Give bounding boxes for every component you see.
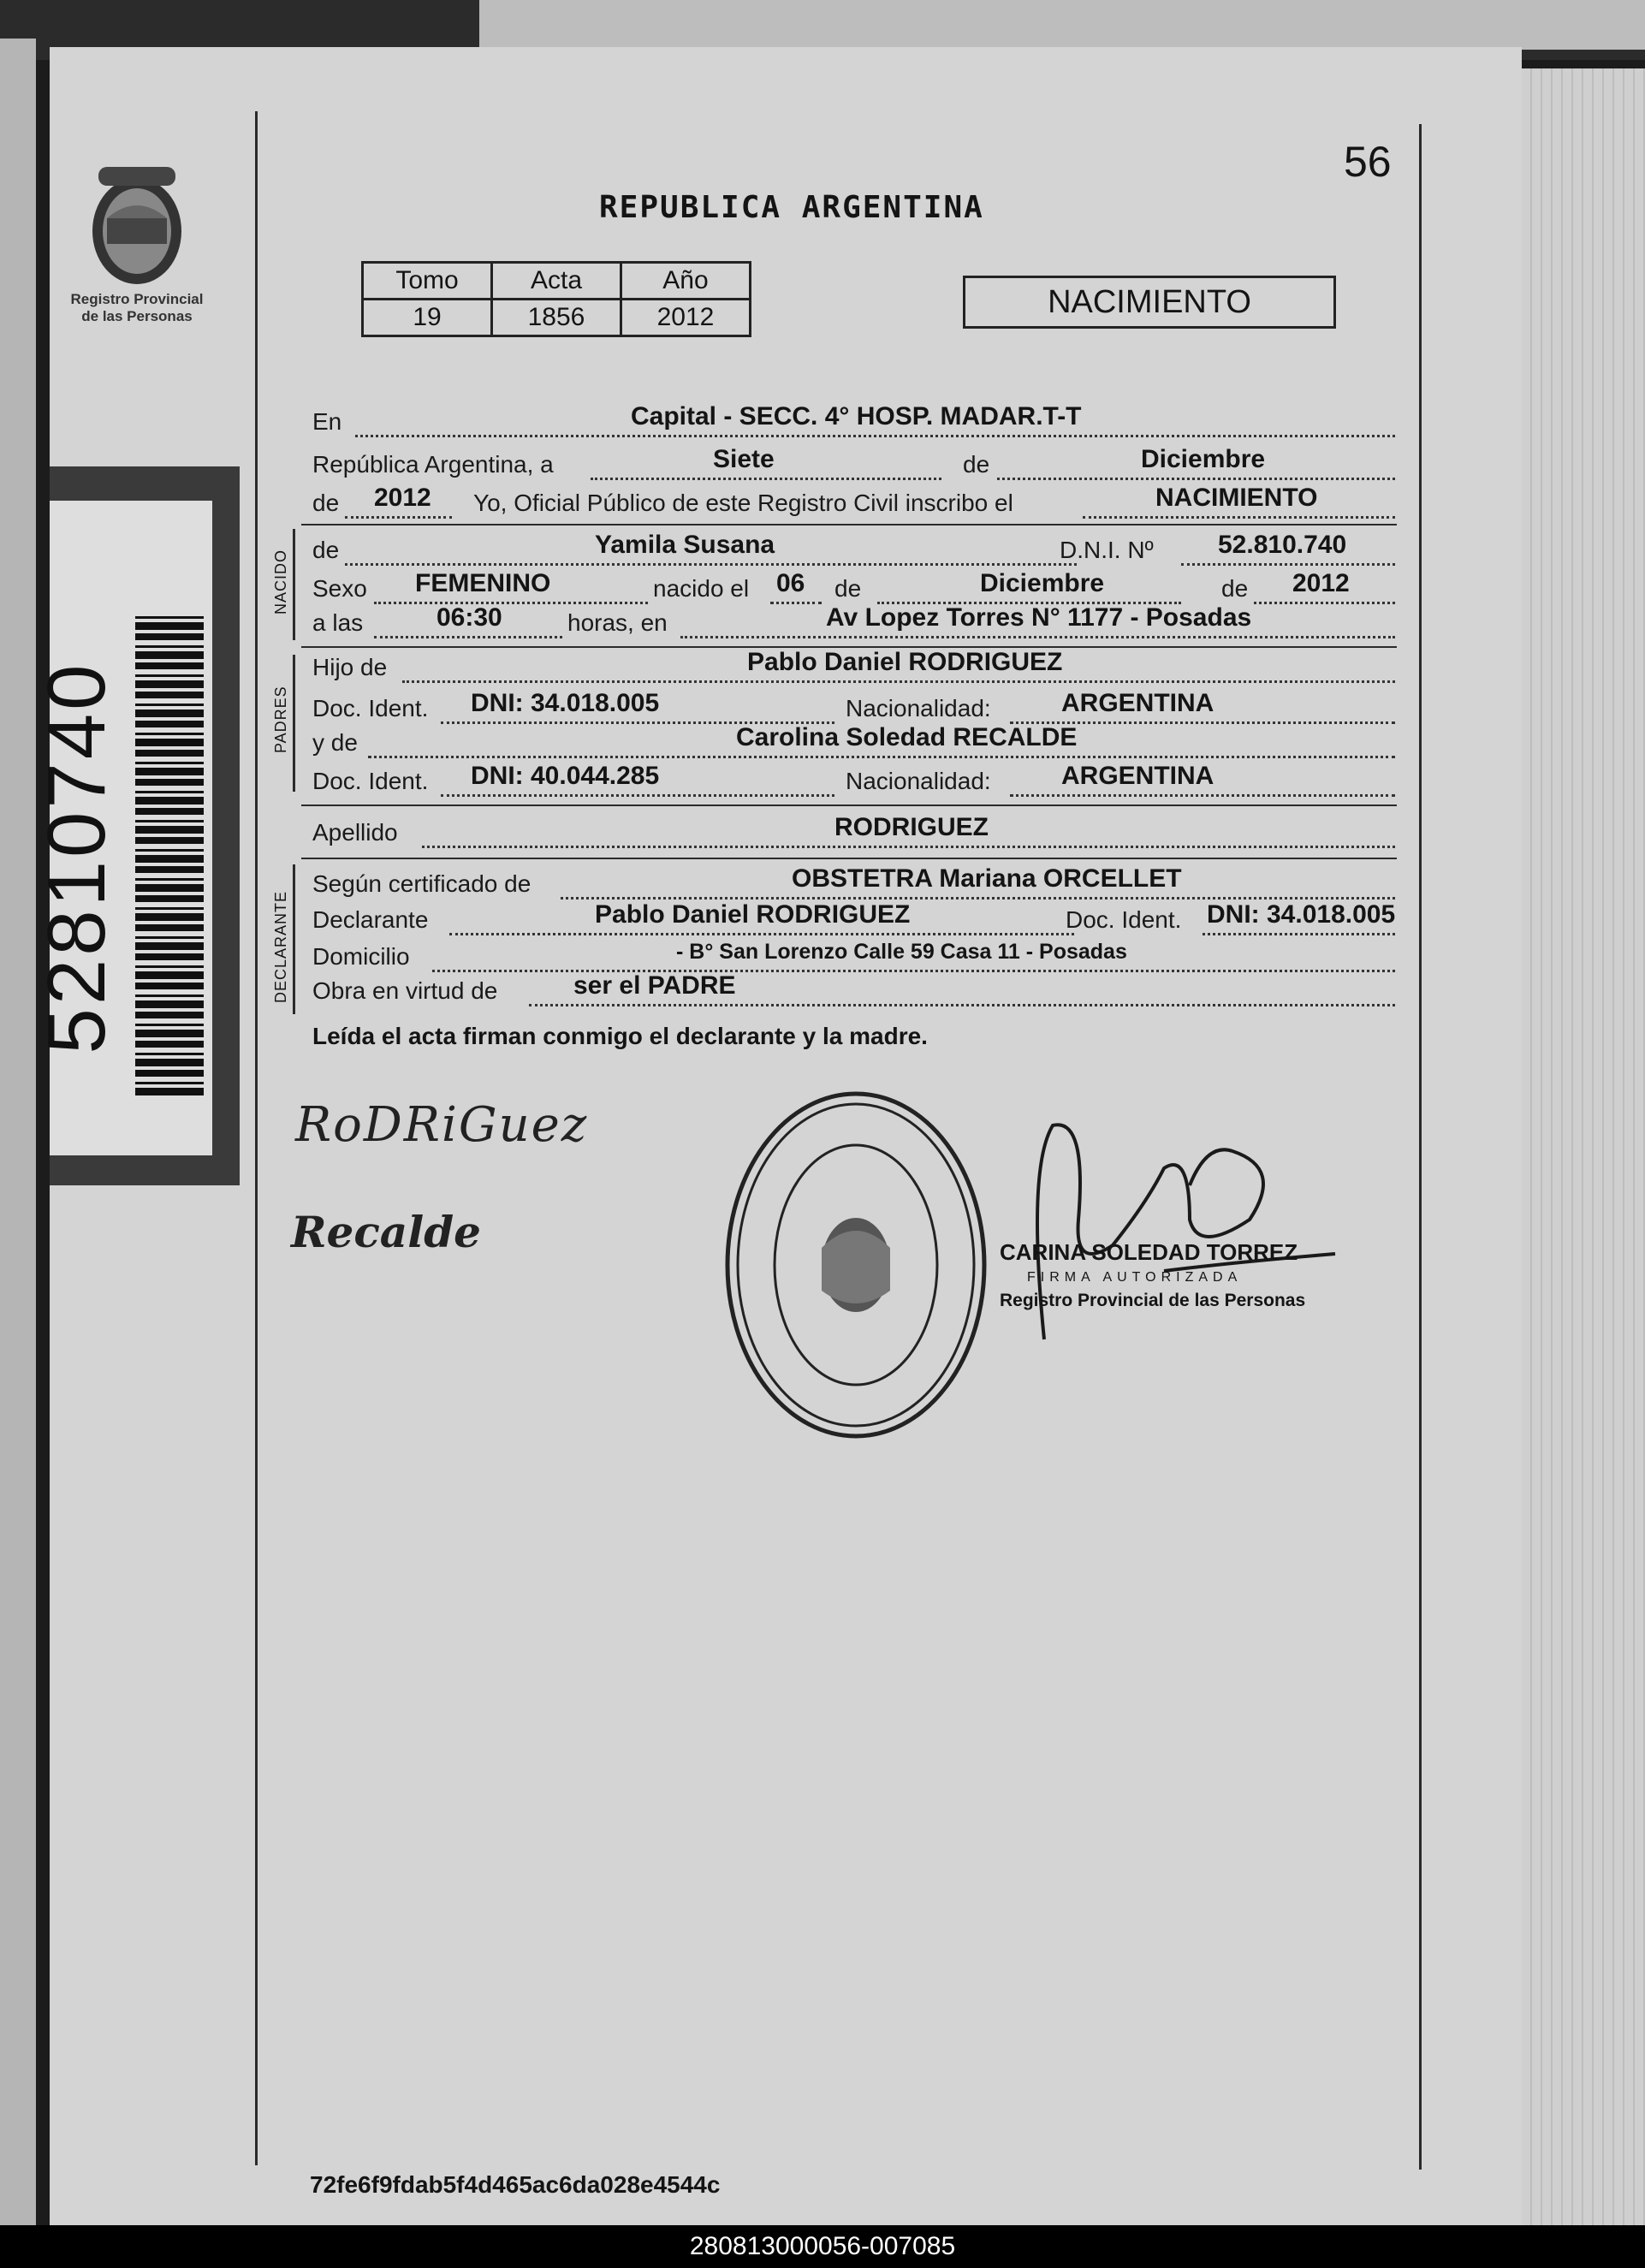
barcode-panel bbox=[31, 501, 212, 1155]
row-en bbox=[312, 402, 1399, 442]
value-declarante: Pablo Daniel RODRIGUEZ bbox=[595, 900, 911, 929]
value-mes-nac: Diciembre bbox=[980, 569, 1105, 597]
closing-text: Leída el acta firman conmigo el declarante y la madre. bbox=[312, 1023, 928, 1049]
declarante-bracket bbox=[293, 864, 295, 1014]
label-hijo: Hijo de bbox=[312, 654, 388, 680]
official-signature-flourish bbox=[993, 1117, 1352, 1348]
registry-logo bbox=[68, 158, 205, 325]
barcode-number: 52810740 bbox=[31, 661, 122, 1054]
label-a-las: a las bbox=[312, 609, 364, 636]
side-label-nacido: NACIDO bbox=[272, 549, 289, 614]
row-hora bbox=[312, 603, 1399, 643]
logo-caption-line1: Registro Provincial bbox=[70, 291, 204, 307]
barcode-bars bbox=[135, 616, 204, 1095]
value-lugar: Capital - SECC. 4° HOSP. MADAR.T-T bbox=[631, 402, 1082, 430]
label-de5: de bbox=[1221, 575, 1249, 602]
right-margin-rule bbox=[1419, 124, 1422, 2170]
label-de2: de bbox=[312, 490, 340, 516]
value-nac-padre: ARGENTINA bbox=[1061, 689, 1214, 717]
label-doc-madre: Doc. Ident. bbox=[312, 768, 429, 794]
label-doc-declarante: Doc. Ident. bbox=[1066, 906, 1182, 933]
value-anio-inscripcion: 2012 bbox=[374, 484, 431, 512]
bottom-id: 280813000056-007085 bbox=[689, 2232, 956, 2260]
label-horas: horas, en bbox=[567, 609, 668, 636]
logo-caption-line2: de las Personas bbox=[81, 308, 193, 324]
official-role: FIRMA AUTORIZADA bbox=[1027, 1270, 1243, 1285]
value-sexo: FEMENINO bbox=[415, 569, 551, 597]
value-acta: 1856 bbox=[492, 300, 621, 336]
value-inscripcion: NACIMIENTO bbox=[1155, 484, 1318, 512]
row-apellido bbox=[312, 813, 1399, 852]
side-label-declarante: DECLARANTE bbox=[272, 890, 289, 1003]
official-stamp-icon bbox=[719, 1085, 993, 1445]
previous-page-edge bbox=[479, 0, 1645, 50]
nacido-bracket bbox=[293, 529, 295, 640]
value-dni: 52.810.740 bbox=[1218, 531, 1347, 559]
value-dia-nac: 06 bbox=[776, 569, 805, 597]
registry-value-row bbox=[363, 300, 751, 336]
label-nac-padre: Nacionalidad: bbox=[846, 695, 991, 721]
value-anio-nac: 2012 bbox=[1292, 569, 1350, 597]
label-doc-padre: Doc. Ident. bbox=[312, 695, 429, 721]
value-nombre: Yamila Susana bbox=[595, 531, 775, 559]
label-de3: de bbox=[312, 537, 340, 563]
label-de: de bbox=[963, 451, 990, 478]
value-anio: 2012 bbox=[621, 300, 751, 336]
section-separator bbox=[301, 804, 1397, 806]
value-lugar-nac: Av Lopez Torres N° 1177 - Posadas bbox=[826, 603, 1252, 632]
label-de4: de bbox=[834, 575, 862, 602]
row-padre bbox=[312, 648, 1399, 687]
registry-table bbox=[361, 261, 751, 337]
label-certificado: Según certificado de bbox=[312, 870, 532, 897]
bottom-id-bar bbox=[0, 2225, 1645, 2268]
value-nac-madre: ARGENTINA bbox=[1061, 762, 1214, 790]
left-margin-rule bbox=[255, 111, 258, 2165]
page-title: REPUBLICA ARGENTINA bbox=[599, 190, 984, 225]
value-tomo: 19 bbox=[363, 300, 492, 336]
page-number: 56 bbox=[1344, 138, 1392, 186]
provincial-seal-icon bbox=[81, 158, 193, 291]
label-domicilio: Domicilio bbox=[312, 943, 410, 970]
label-en: En bbox=[312, 408, 342, 435]
document-hash: 72fe6f9fdab5f4d465ac6da028e4544c bbox=[310, 2171, 721, 2198]
header-acta: Acta bbox=[492, 263, 621, 300]
padres-bracket bbox=[293, 655, 295, 792]
label-nacido-el: nacido el bbox=[653, 575, 750, 602]
value-certificado: OBSTETRA Mariana ORCELLET bbox=[792, 864, 1182, 893]
header-tomo: Tomo bbox=[363, 263, 492, 300]
value-doc-madre: DNI: 40.044.285 bbox=[471, 762, 660, 790]
label-nac-madre: Nacionalidad: bbox=[846, 768, 991, 794]
row-doc-madre bbox=[312, 762, 1399, 801]
barcode-label bbox=[31, 466, 240, 1185]
registry-header-row bbox=[363, 263, 751, 300]
label-republica: República Argentina, a bbox=[312, 451, 554, 478]
value-madre: Carolina Soledad RECALDE bbox=[736, 723, 1078, 751]
value-hora: 06:30 bbox=[436, 603, 502, 632]
right-page-stack bbox=[1522, 68, 1645, 2225]
label-apellido: Apellido bbox=[312, 819, 398, 846]
value-domicilio: - B° San Lorenzo Calle 59 Casa 11 - Posadas bbox=[676, 940, 1127, 964]
header-anio: Año bbox=[621, 263, 751, 300]
official-office: Registro Provincial de las Personas bbox=[1000, 1291, 1306, 1310]
value-padre: Pablo Daniel RODRIGUEZ bbox=[747, 648, 1063, 676]
value-obra: ser el PADRE bbox=[573, 971, 736, 1000]
official-name: CARINA SOLEDAD TORREZ bbox=[1000, 1239, 1298, 1265]
label-obra: Obra en virtud de bbox=[312, 977, 498, 1004]
value-doc-padre: DNI: 34.018.005 bbox=[471, 689, 660, 717]
row-inscripcion bbox=[312, 484, 1399, 523]
document-type-box: NACIMIENTO bbox=[963, 276, 1336, 329]
label-sexo: Sexo bbox=[312, 575, 367, 602]
label-dni: D.N.I. Nº bbox=[1060, 537, 1154, 563]
label-declarante: Declarante bbox=[312, 906, 429, 933]
label-oficial: Yo, Oficial Público de este Registro Civil inscribo el bbox=[473, 490, 1013, 516]
value-mes-texto: Diciembre bbox=[1141, 445, 1266, 473]
row-obra bbox=[312, 971, 1399, 1011]
value-dia-texto: Siete bbox=[713, 445, 775, 473]
label-y-de: y de bbox=[312, 729, 358, 756]
father-signature: RoDRiGuez bbox=[295, 1097, 589, 1153]
mother-signature: Recalde bbox=[291, 1207, 481, 1257]
side-label-padres: PADRES bbox=[272, 686, 289, 753]
value-doc-declarante: DNI: 34.018.005 bbox=[1207, 900, 1396, 929]
value-apellido: RODRIGUEZ bbox=[834, 813, 989, 841]
